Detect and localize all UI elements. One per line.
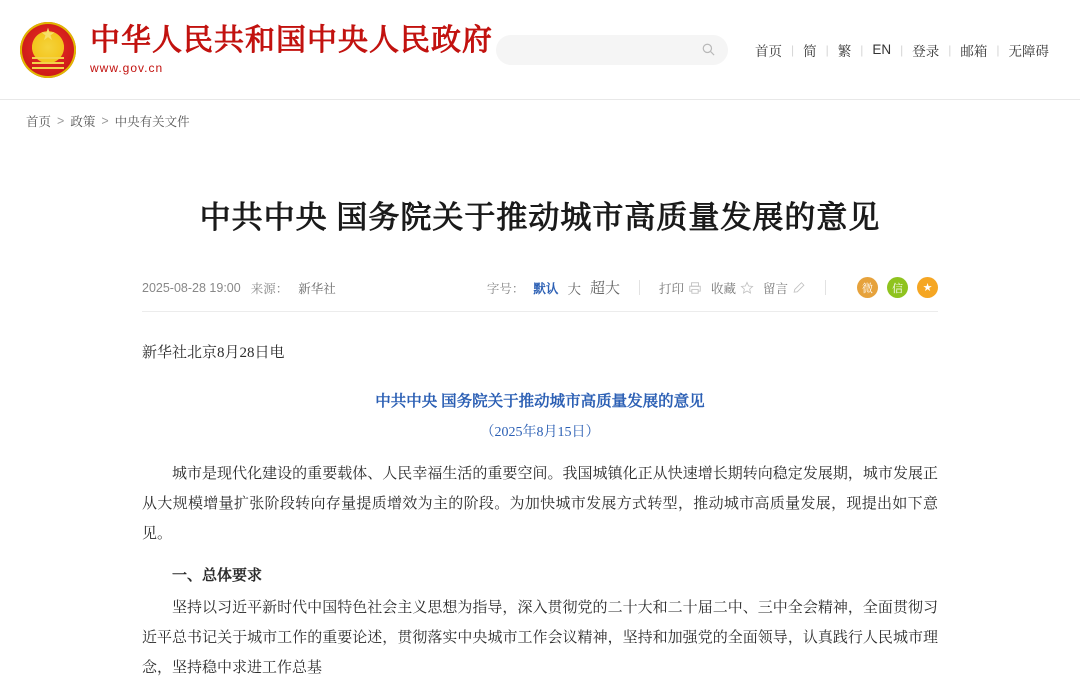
nav-separator: | bbox=[860, 42, 864, 57]
nav-item-traditional[interactable]: 繁 bbox=[837, 43, 852, 59]
fontsize-label: 字号： bbox=[486, 281, 525, 296]
brand-text bbox=[90, 24, 493, 75]
header-nav bbox=[746, 40, 1058, 60]
nav-separator: | bbox=[825, 42, 829, 57]
print-label: 打印 bbox=[658, 281, 684, 296]
fontsize-option-extra-large[interactable]: 超大 bbox=[589, 280, 620, 298]
nav-item-login[interactable]: 登录 bbox=[912, 43, 940, 59]
site-header bbox=[0, 0, 1080, 100]
fontsize-option-large[interactable]: 大 bbox=[567, 281, 581, 297]
paragraph: 坚持以习近平新时代中国特色社会主义思想为指导，深入贯彻党的二十大和二十届二中、三中全会精神，全面贯彻习近平总书记关于城市工作的重要论述，贯彻落实中央城市工作会议精神，坚持和加强党的全面领导，认真践行人民城市理念，坚持稳中求进工作总基 bbox=[142, 600, 938, 677]
weibo-share-icon[interactable]: 微 bbox=[857, 277, 878, 298]
dateline: 新华社北京8月28日电 bbox=[142, 345, 285, 362]
search-icon[interactable] bbox=[701, 42, 716, 57]
nav-separator: | bbox=[948, 42, 952, 57]
source-label: 来源： bbox=[250, 281, 289, 296]
comment-button[interactable] bbox=[763, 279, 806, 297]
share-group bbox=[857, 277, 938, 298]
article-body bbox=[142, 338, 938, 683]
publish-datetime: 2025-08-28 19:00 bbox=[142, 280, 241, 295]
meta-tools bbox=[487, 277, 938, 298]
header-right bbox=[496, 35, 1058, 65]
national-emblem-icon bbox=[20, 22, 76, 78]
meta-left bbox=[142, 279, 336, 297]
nav-item-mail[interactable]: 邮箱 bbox=[960, 43, 988, 59]
breadcrumb-item-policy[interactable]: 政策 bbox=[70, 115, 96, 129]
wechat-share-icon[interactable]: 信 bbox=[887, 277, 908, 298]
search-input[interactable] bbox=[508, 42, 672, 58]
breadcrumb-separator: > bbox=[101, 114, 109, 128]
printer-icon bbox=[688, 281, 702, 295]
favorite-share-icon[interactable]: ★ bbox=[917, 277, 938, 298]
breadcrumb-separator: > bbox=[57, 114, 65, 128]
breadcrumb bbox=[0, 100, 1080, 142]
search-box[interactable] bbox=[496, 35, 728, 65]
pencil-icon bbox=[792, 281, 806, 295]
site-brand[interactable] bbox=[20, 22, 493, 78]
article-meta-bar bbox=[142, 277, 938, 312]
site-title: 中华人民共和国中央人民政府 bbox=[90, 24, 493, 58]
site-domain: www.gov.cn bbox=[90, 60, 164, 75]
fontsize-group bbox=[533, 277, 620, 298]
page-title: 中共中央 国务院关于推动城市高质量发展的意见 bbox=[199, 199, 881, 235]
divider bbox=[825, 280, 826, 295]
paragraph: 城市是现代化建设的重要载体、人民幸福生活的重要空间。我国城镇化正从快速增长期转向稳定发展期，城市发展正从大规模增量扩张阶段转向存量提质增效为主的阶段。为加快城市发展方式转型，推动城市高质量发展，现提出如下意见。 bbox=[142, 466, 938, 543]
divider bbox=[639, 280, 640, 295]
nav-separator: | bbox=[996, 42, 1000, 57]
nav-item-simplified[interactable]: 简 bbox=[803, 43, 817, 59]
nav-item-english[interactable]: EN bbox=[872, 42, 892, 57]
nav-separator: | bbox=[900, 42, 904, 57]
print-button[interactable] bbox=[659, 279, 702, 297]
nav-item-accessibility[interactable]: 无障碍 bbox=[1008, 43, 1049, 59]
article bbox=[90, 142, 990, 683]
section-heading: 一、总体要求 bbox=[172, 568, 263, 585]
favorite-label: 收藏 bbox=[710, 281, 736, 296]
nav-separator: | bbox=[790, 42, 795, 57]
document-title: 中共中央 国务院关于推动城市高质量发展的意见 bbox=[375, 393, 705, 411]
source-value: 新华社 bbox=[298, 281, 336, 296]
breadcrumb-item-central-documents[interactable]: 中央有关文件 bbox=[114, 115, 190, 129]
star-outline-icon bbox=[740, 281, 754, 295]
nav-item-home[interactable]: 首页 bbox=[754, 43, 782, 59]
document-date: （2025年8月15日） bbox=[480, 425, 600, 441]
favorite-button[interactable] bbox=[711, 279, 754, 297]
breadcrumb-item-home[interactable]: 首页 bbox=[26, 115, 52, 129]
comment-label: 留言 bbox=[762, 281, 788, 296]
fontsize-option-default[interactable]: 默认 bbox=[533, 281, 559, 296]
